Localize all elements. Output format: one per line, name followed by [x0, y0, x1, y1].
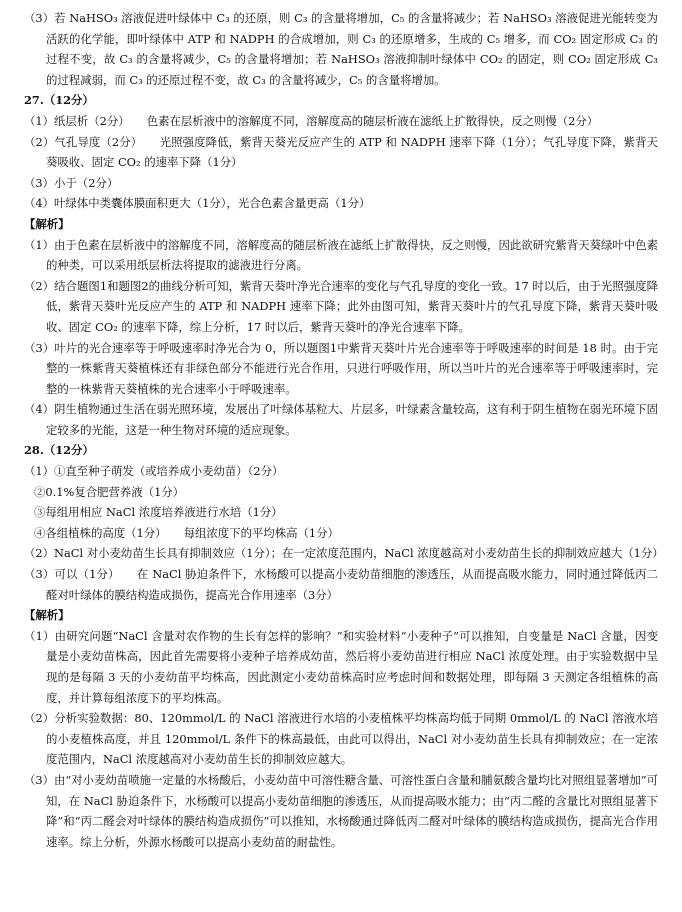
- answer-paragraph: （3）小于（2分）: [24, 175, 119, 190]
- answer-paragraph: （2）结合题图1和题图2的曲线分析可知，紫背天葵叶净光合速率的变化与气孔导度的变化一致。17 时以后，由于光照强度降低，紫背天葵叶光反应产生的 ATP 和 NADPH 速率下降；此外由图可知，紫背天葵叶片的气孔导度下降，紫背天葵叶吸收、固定 CO₂ 的速率下降，综上分析，17 时以后，紫背天葵叶的净光合速率下降。: [24, 278, 658, 334]
- answer-paragraph: （1）纸层析（2分） 色素在层析液中的溶解度不同，溶解度高的随层析液在滤纸上扩散得快，反之则慢（2分）: [24, 113, 599, 128]
- answer-paragraph: （1）由于色素在层析液中的溶解度不同，溶解度高的随层析液在滤纸上扩散得快，反之则慢，因此欲研究紫背天葵绿叶中色素的种类，可以采用纸层析法将提取的滤液进行分离。: [24, 237, 658, 273]
- answer-paragraph: （2）气孔导度（2分） 光照强度降低，紫背天葵光反应产生的 ATP 和 NADPH 速率下降（1分）；气孔导度下降，紫背天葵吸收、固定 CO₂ 的速率下降（1分）: [24, 134, 658, 170]
- answer-paragraph: （4）叶绿体中类囊体膜面积更大（1分），光合色素含量更高（1分）: [24, 196, 371, 211]
- document-body: [24, 8, 664, 852]
- answer-paragraph: （4）阴生植物通过生活在弱光照环境，发展出了叶绿体基粒大、片层多，叶绿素含量较高，这有利于阴生植物在弱光环境下固定较多的光能，这是一种生物对环境的适应现象。: [24, 402, 658, 437]
- section-heading: 【解析】: [24, 216, 70, 231]
- answer-paragraph: （2）NaCl 对小麦幼苗生长具有抑制效应（1分）；在一定浓度范围内，NaCl 浓度越高对小麦幼苗生长的抑制效应越大（1分）: [24, 546, 664, 561]
- answer-paragraph: （2）分析实验数据：80、120mmol/L 的 NaCl 溶液进行水培的小麦植株平均株高均低于同期 0mmol/L 的 NaCl 溶液水培的小麦植株高度，并且 120mmol/L 条件下的株高最低，由此可以得出，NaCl 对小麦幼苗生长具有抑制效应；在一定浓度范围内，NaCl 浓度越高对小麦幼苗生长的抑制效应越大。: [24, 711, 658, 767]
- answer-paragraph: ③每组用相应 NaCl 浓度培养液进行水培（1分）: [34, 505, 283, 520]
- answer-paragraph: ④各组植株的高度（1分） 每组浓度下的平均株高（1分）: [34, 525, 339, 540]
- answer-paragraph: ②0.1%复合肥营养液（1分）: [34, 484, 185, 499]
- section-heading: 28.（12分）: [24, 443, 94, 458]
- answer-paragraph: （1）①直至种子萌发（或培养成小麦幼苗）（2分）: [24, 464, 284, 479]
- answer-paragraph: （3）由“对小麦幼苗喷施一定量的水杨酸后，小麦幼苗中可溶性糖含量、可溶性蛋白含量和脯氨酸含量均比对照组显著增加”可知，在 NaCl 胁迫条件下，水杨酸可以提高小麦幼苗细胞的渗透压，从而提高吸水能力；由“丙二醛的含量比对照组显著下降”和“丙二醛会对叶绿体的膜结构造成损伤”可以推知，水杨酸通过降低丙二醛对叶绿体的膜结构造成损伤，提高光合作用速率。综上分析，外源水杨酸可以提高小麦幼苗的耐盐性。: [24, 772, 658, 849]
- answer-paragraph: （3）若 NaHSO₃ 溶液促进叶绿体中 C₃ 的还原，则 C₃ 的含量将增加，C₅ 的含量将减少；若 NaHSO₃ 溶液促进光能转变为活跃的化学能，即叶绿体中 ATP 和 NADPH 的合成增加，则 C₃ 的还原增多，生成的 C₅ 增多，而 CO₂ 固定形成 C₃ 的过程不变，故 C₃ 的含量将减少，C₅ 的含量将增加；若 NaHSO₃ 溶液抑制叶绿体中 CO₂ 的固定，则 CO₂ 固定形成 C₃ 的过程减弱，而 C₃ 的还原过程不变，故 C₃ 的含量将减少，C₅ 的含量将增加。: [24, 11, 658, 87]
- section-heading: 【解析】: [24, 608, 70, 623]
- answer-paragraph: （3）叶片的光合速率等于呼吸速率时净光合为 0，所以题图1中紫背天葵叶片光合速率等于呼吸速率的时间是 18 时。由于完整的一株紫背天葵植株还有非绿色部分不能进行光合作用，只进行呼吸作用，所以当叶片的光合速率等于呼吸速率时，完整的一株紫背天葵植株的光合速率小于呼吸速率。: [24, 340, 658, 396]
- answer-paragraph: （3）可以（1分） 在 NaCl 胁迫条件下，水杨酸可以提高小麦幼苗细胞的渗透压，从而提高吸水能力，同时通过降低丙二醛对叶绿体的膜结构造成损伤，提高光合作用速率（3分）: [24, 567, 658, 602]
- section-heading: 27.（12分）: [24, 93, 94, 108]
- answer-paragraph: （1）由研究问题“NaCl 含量对农作物的生长有怎样的影响？”和实验材料“小麦种子”可以推知，自变量是 NaCl 含量，因变量是小麦幼苗株高，因此首先需要将小麦种子培养成幼苗，然后将小麦幼苗进行相应 NaCl 浓度处理。由于实验数据中呈现的是每隔 3 天的小麦幼苗平均株高，因此测定小麦幼苗株高时应考虑时间和数据处理，即每隔 3 天测定各组植株的高度，并计算每组浓度下的平均株高。: [24, 628, 658, 705]
